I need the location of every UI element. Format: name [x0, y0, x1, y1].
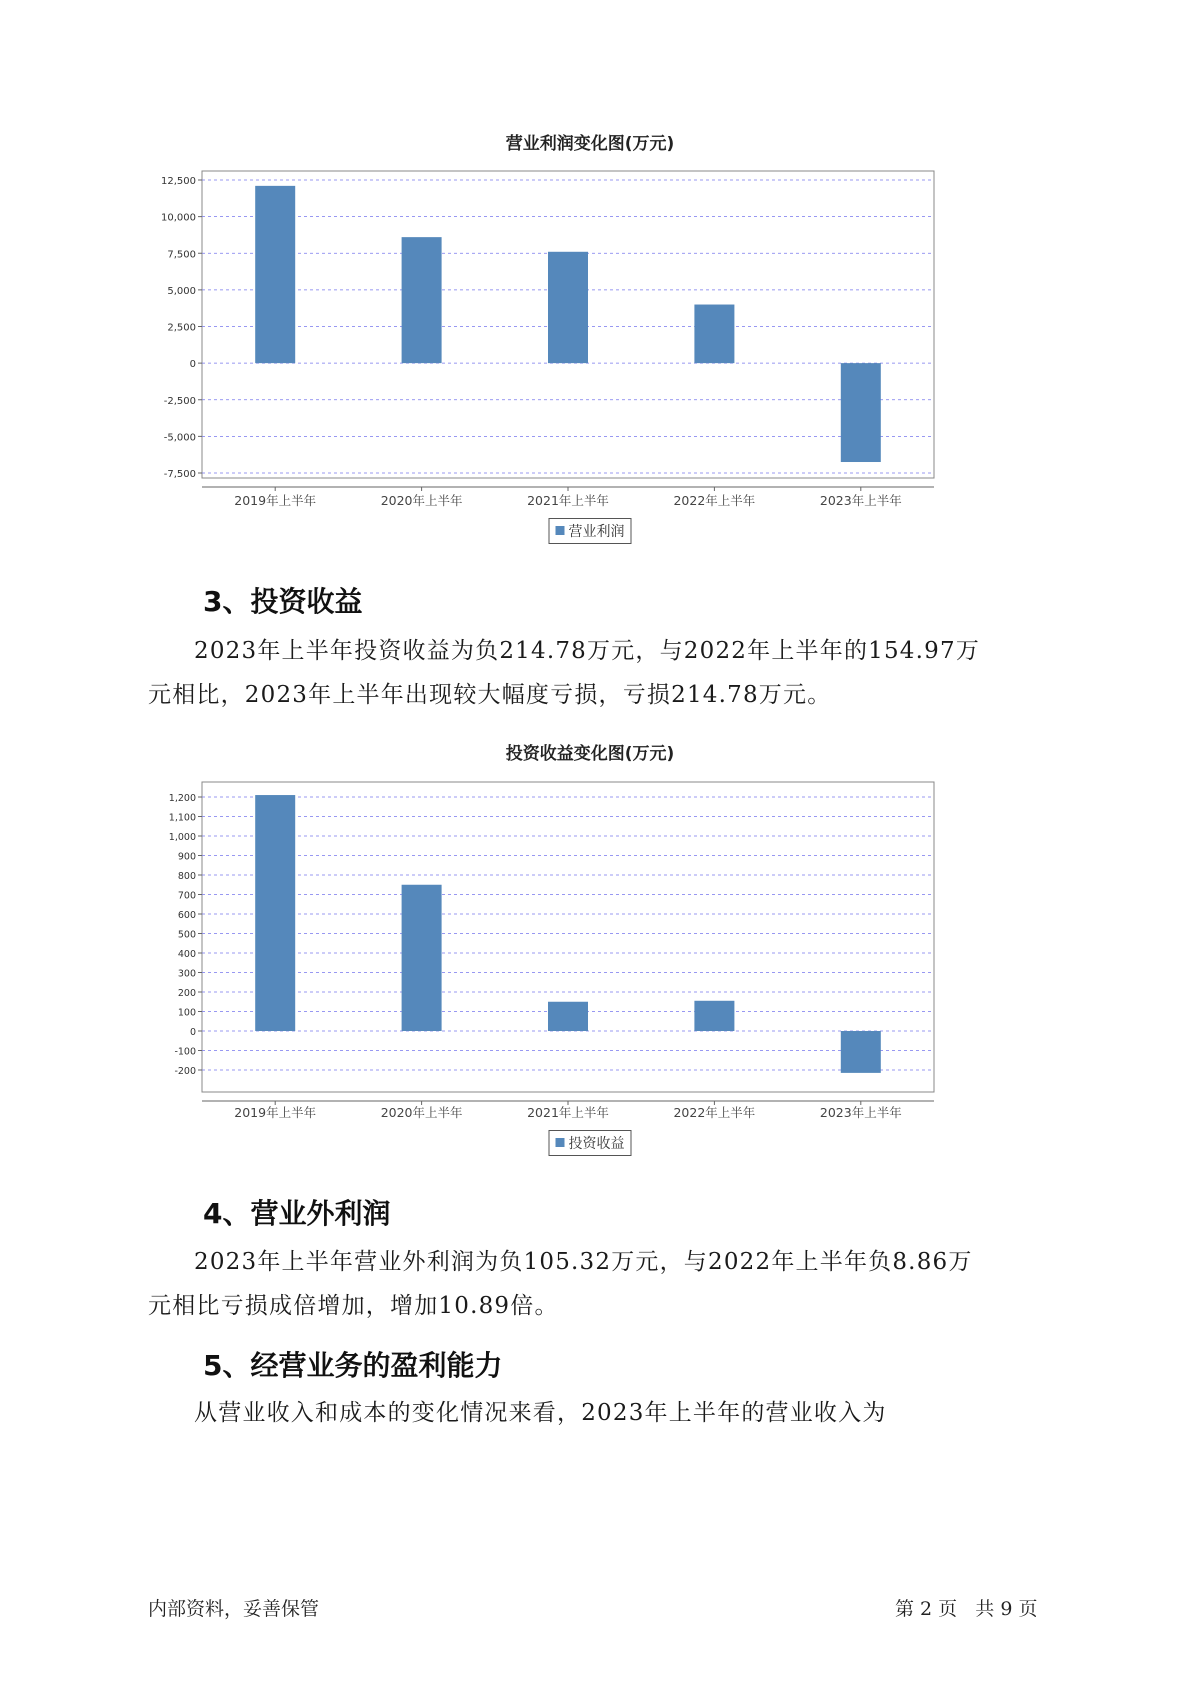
bar	[694, 1001, 734, 1031]
y-tick-label: 0	[189, 359, 196, 371]
paragraph-line: 2023年上半年投资收益为负214.78万元，与2022年上半年的154.97万	[194, 638, 981, 664]
x-tick-label: 2023年上半年	[819, 493, 902, 508]
x-tick-label: 2019年上半年	[234, 493, 317, 508]
plot-area	[202, 782, 934, 1092]
y-tick-label: -100	[174, 1046, 196, 1058]
chart-title: 投资收益变化图(万元)	[505, 744, 675, 764]
y-tick-label: 2,500	[167, 322, 196, 334]
non-operating-profit-paragraph	[148, 1240, 1048, 1328]
paragraph-line: 2023年上半年营业外利润为负105.32万元，与2022年上半年负8.86万	[194, 1249, 973, 1275]
x-tick-label: 2022年上半年	[673, 493, 756, 508]
y-tick-label: -2,500	[163, 395, 196, 407]
bar	[255, 186, 295, 363]
y-tick-label: 0	[189, 1027, 196, 1038]
operating-profit-chart	[150, 133, 1030, 540]
y-tick-label: 400	[177, 949, 196, 960]
y-tick-label: 200	[177, 988, 196, 999]
y-tick-label: 12,500	[161, 176, 196, 187]
investment-income-chart-svg	[150, 765, 1030, 1133]
paragraph-line: 元相比亏损成倍增加，增加10.89倍。	[148, 1293, 559, 1319]
legend-swatch	[556, 1138, 565, 1147]
y-tick-label: 900	[177, 851, 196, 863]
y-tick-label: 700	[177, 890, 196, 902]
x-tick-label: 2020年上半年	[380, 493, 463, 508]
y-tick-label: 1,000	[168, 832, 196, 843]
chart-legend	[549, 518, 632, 544]
y-tick-label: -5,000	[163, 432, 196, 444]
bar	[255, 795, 295, 1031]
footer-page-number: 第 2 页 共 9 页	[895, 1598, 1038, 1620]
operating-profit-chart-svg	[150, 155, 1030, 520]
paragraph-line: 元相比，2023年上半年出现较大幅度亏损，亏损214.78万元。	[148, 682, 832, 708]
section-heading-profitability: 5、经营业务的盈利能力	[203, 1349, 503, 1382]
x-tick-label: 2023年上半年	[819, 1105, 902, 1120]
chart-legend	[549, 1130, 632, 1156]
section-heading-investment-income: 3、投资收益	[203, 585, 363, 618]
investment-income-chart	[150, 743, 1030, 1152]
y-tick-label: 1,100	[168, 812, 196, 824]
bar	[548, 1002, 588, 1031]
bar	[402, 885, 442, 1031]
bar	[548, 252, 588, 363]
bar	[402, 237, 442, 363]
bar	[694, 305, 734, 364]
paragraph-line: 从营业收入和成本的变化情况来看，2023年上半年的营业收入为	[194, 1400, 887, 1426]
y-tick-label: 600	[177, 910, 196, 921]
bar	[841, 1031, 881, 1073]
x-tick-label: 2019年上半年	[234, 1105, 317, 1120]
y-tick-label: 5,000	[167, 285, 196, 297]
y-tick-label: 100	[177, 1007, 196, 1019]
x-tick-label: 2020年上半年	[380, 1105, 463, 1120]
y-tick-label: 7,500	[167, 249, 196, 261]
x-tick-label: 2022年上半年	[673, 1105, 756, 1120]
footer-left: 内部资料，妥善保管	[148, 1598, 320, 1620]
chart-title: 营业利润变化图(万元)	[505, 134, 675, 154]
y-tick-label: 800	[177, 871, 196, 882]
investment-income-paragraph	[148, 629, 1048, 717]
y-tick-label: -200	[174, 1066, 196, 1077]
bar	[841, 363, 881, 462]
legend-label: 投资收益	[568, 1136, 625, 1152]
profitability-paragraph	[148, 1391, 1048, 1435]
y-tick-label: 1,200	[168, 793, 196, 804]
legend-label: 营业利润	[568, 524, 625, 540]
legend-swatch	[556, 526, 565, 535]
section-heading-non-operating-profit: 4、营业外利润	[203, 1197, 391, 1230]
y-tick-label: 10,000	[161, 212, 196, 224]
y-tick-label: 300	[177, 968, 196, 980]
x-tick-label: 2021年上半年	[527, 493, 609, 508]
y-tick-label: 500	[177, 929, 196, 941]
x-tick-label: 2021年上半年	[527, 1105, 609, 1120]
y-tick-label: -7,500	[163, 469, 196, 480]
